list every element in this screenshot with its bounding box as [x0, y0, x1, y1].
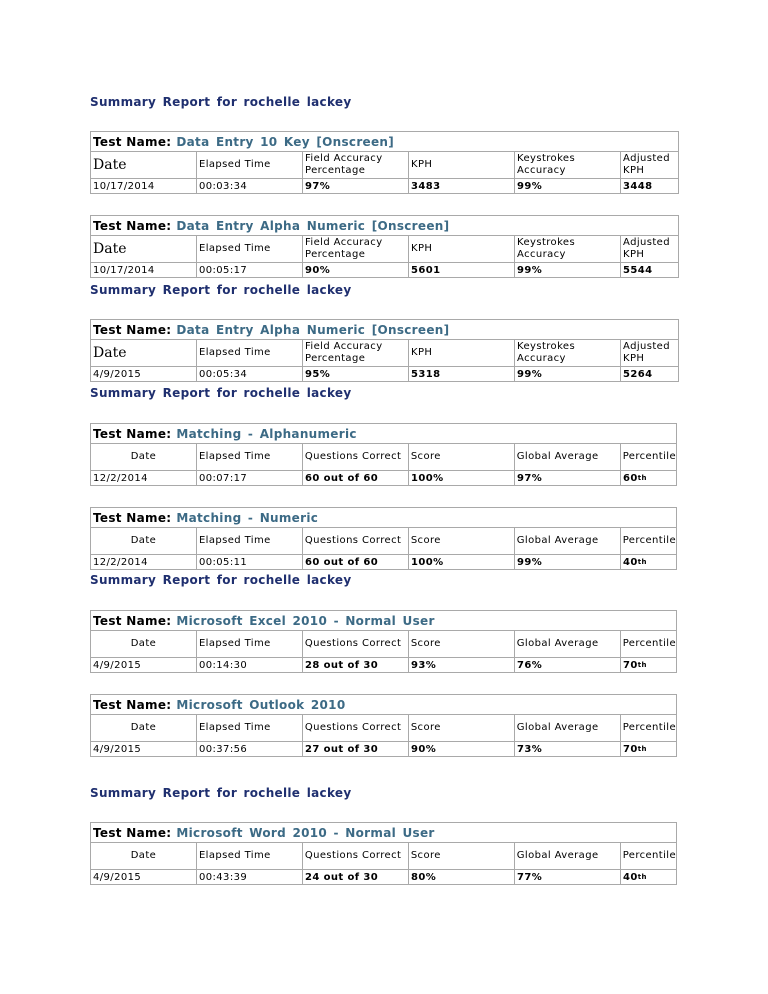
- cell-date: 4/9/2015: [91, 870, 197, 884]
- col-kph: KPH: [409, 340, 515, 366]
- col-score: Score: [409, 715, 515, 741]
- col-global-average: Global Average: [515, 715, 621, 741]
- test-header: [91, 611, 676, 631]
- col-percentile: Percentile: [622, 535, 677, 546]
- percentile-value: 40: [623, 556, 638, 568]
- col-global-average: Global Average: [515, 631, 621, 657]
- col-questions-correct: Questions Correct: [303, 528, 409, 554]
- cell-percentile: 60 th: [623, 472, 647, 484]
- test-name-label: Test Name:: [93, 825, 172, 840]
- col-elapsed-time: Elapsed Time: [197, 528, 303, 554]
- test-table: [90, 319, 679, 382]
- percentile-value: 70: [623, 659, 638, 671]
- cell-score: 100%: [409, 555, 515, 569]
- cell-kph: 5601: [409, 263, 515, 277]
- test-header: [91, 132, 678, 152]
- test-table: [90, 215, 679, 278]
- col-adjusted-kph: Adjusted KPH: [623, 153, 670, 176]
- test-table: [90, 423, 677, 486]
- cell-percentile: 40 th: [623, 556, 647, 568]
- cell-global-average: 76%: [515, 658, 621, 672]
- column-header-row: [91, 444, 676, 471]
- cell-keystrokes-accuracy: 99%: [515, 179, 621, 193]
- test-table: [90, 507, 677, 570]
- col-elapsed-time: Elapsed Time: [197, 631, 303, 657]
- test-header: [91, 216, 678, 236]
- col-percentile: Percentile: [622, 850, 677, 861]
- cell-elapsed-time: 00:03:34: [197, 179, 303, 193]
- summary-title: Summary Report for rochelle lackey: [90, 573, 352, 587]
- col-score: Score: [409, 843, 515, 869]
- cell-elapsed-time: 00:05:17: [197, 263, 303, 277]
- test-name: Microsoft Excel 2010 - Normal User: [176, 613, 435, 628]
- test-name: Data Entry 10 Key [Onscreen]: [176, 134, 395, 149]
- percentile-value: 60: [623, 472, 638, 484]
- col-questions-correct: Questions Correct: [303, 843, 409, 869]
- summary-title: Summary Report for rochelle lackey: [90, 786, 352, 800]
- table-row: [91, 870, 676, 884]
- cell-date: 4/9/2015: [91, 658, 197, 672]
- col-elapsed-time: Elapsed Time: [197, 236, 303, 262]
- cell-elapsed-time: 00:37:56: [197, 742, 303, 756]
- col-adjusted-kph: Adjusted KPH: [623, 341, 670, 364]
- test-name-label: Test Name:: [93, 218, 172, 233]
- col-questions-correct: Questions Correct: [303, 444, 409, 470]
- summary-title: Summary Report for rochelle lackey: [90, 95, 352, 109]
- cell-elapsed-time: 00:43:39: [197, 870, 303, 884]
- percentile-value: 70: [623, 743, 638, 755]
- test-name-label: Test Name:: [93, 322, 172, 337]
- table-row: [91, 471, 676, 485]
- test-table: [90, 822, 677, 885]
- table-row: [91, 555, 676, 569]
- table-row: [91, 367, 678, 381]
- cell-date: 4/9/2015: [91, 367, 197, 381]
- col-elapsed-time: Elapsed Time: [197, 340, 303, 366]
- table-row: [91, 742, 676, 756]
- cell-date: 12/2/2014: [91, 555, 197, 569]
- cell-keystrokes-accuracy: 99%: [515, 263, 621, 277]
- summary-title: Summary Report for rochelle lackey: [90, 283, 352, 297]
- test-header: [91, 424, 676, 444]
- col-kph: KPH: [409, 236, 515, 262]
- test-name-label: Test Name:: [93, 613, 172, 628]
- cell-global-average: 99%: [515, 555, 621, 569]
- test-name: Matching - Alphanumeric: [176, 426, 357, 441]
- col-field-accuracy: Field Accuracy Percentage: [303, 340, 409, 366]
- cell-adjusted-kph: 5264: [623, 368, 653, 380]
- test-header: [91, 320, 678, 340]
- cell-questions-correct: 27 out of 30: [303, 742, 409, 756]
- cell-adjusted-kph: 3448: [623, 180, 653, 192]
- col-global-average: Global Average: [515, 843, 621, 869]
- cell-percentile: 40 th: [623, 871, 647, 883]
- test-name: Microsoft Word 2010 - Normal User: [176, 825, 435, 840]
- column-header-row: [91, 340, 678, 367]
- col-date: Date: [91, 631, 197, 657]
- column-header-row: [91, 843, 676, 870]
- test-table: [90, 610, 677, 673]
- cell-adjusted-kph: 5544: [623, 264, 653, 276]
- col-adjusted-kph: Adjusted KPH: [623, 237, 670, 260]
- cell-questions-correct: 60 out of 60: [303, 471, 409, 485]
- test-table: [90, 694, 677, 757]
- col-elapsed-time: Elapsed Time: [197, 715, 303, 741]
- col-percentile: Percentile: [622, 451, 677, 462]
- col-date: Date: [91, 152, 197, 178]
- table-row: [91, 658, 676, 672]
- cell-date: 4/9/2015: [91, 742, 197, 756]
- col-score: Score: [409, 631, 515, 657]
- table-row: [91, 179, 678, 193]
- col-elapsed-time: Elapsed Time: [197, 444, 303, 470]
- cell-keystrokes-accuracy: 99%: [515, 367, 621, 381]
- col-kph: KPH: [409, 152, 515, 178]
- column-header-row: [91, 528, 676, 555]
- column-header-row: [91, 631, 676, 658]
- col-global-average: Global Average: [515, 528, 621, 554]
- cell-elapsed-time: 00:07:17: [197, 471, 303, 485]
- col-questions-correct: Questions Correct: [303, 715, 409, 741]
- cell-percentile: 70 th: [623, 743, 647, 755]
- column-header-row: [91, 236, 678, 263]
- cell-questions-correct: 24 out of 30: [303, 870, 409, 884]
- cell-questions-correct: 28 out of 30: [303, 658, 409, 672]
- cell-score: 90%: [409, 742, 515, 756]
- column-header-row: [91, 152, 678, 179]
- cell-date: 12/2/2014: [91, 471, 197, 485]
- col-elapsed-time: Elapsed Time: [197, 843, 303, 869]
- test-header: [91, 823, 676, 843]
- col-score: Score: [409, 528, 515, 554]
- cell-date: 10/17/2014: [91, 179, 197, 193]
- cell-percentile: 70 th: [623, 659, 647, 671]
- test-name-label: Test Name:: [93, 510, 172, 525]
- col-date: Date: [91, 715, 197, 741]
- cell-field-accuracy: 97%: [303, 179, 409, 193]
- cell-global-average: 73%: [515, 742, 621, 756]
- col-keystrokes-accuracy: Keystrokes Accuracy: [515, 236, 621, 262]
- cell-field-accuracy: 95%: [303, 367, 409, 381]
- col-date: Date: [91, 528, 197, 554]
- test-name: Matching - Numeric: [176, 510, 319, 525]
- col-keystrokes-accuracy: Keystrokes Accuracy: [515, 152, 621, 178]
- cell-global-average: 77%: [515, 870, 621, 884]
- cell-date: 10/17/2014: [91, 263, 197, 277]
- cell-kph: 3483: [409, 179, 515, 193]
- percentile-value: 40: [623, 871, 638, 883]
- test-table: [90, 131, 679, 194]
- cell-questions-correct: 60 out of 60: [303, 555, 409, 569]
- col-field-accuracy: Field Accuracy Percentage: [303, 236, 409, 262]
- test-name-label: Test Name:: [93, 697, 172, 712]
- cell-kph: 5318: [409, 367, 515, 381]
- test-header: [91, 508, 676, 528]
- col-global-average: Global Average: [515, 444, 621, 470]
- cell-global-average: 97%: [515, 471, 621, 485]
- column-header-row: [91, 715, 676, 742]
- cell-field-accuracy: 90%: [303, 263, 409, 277]
- test-name: Microsoft Outlook 2010: [176, 697, 346, 712]
- cell-score: 100%: [409, 471, 515, 485]
- cell-score: 80%: [409, 870, 515, 884]
- test-name-label: Test Name:: [93, 134, 172, 149]
- summary-title: Summary Report for rochelle lackey: [90, 386, 352, 400]
- cell-elapsed-time: 00:05:11: [197, 555, 303, 569]
- cell-elapsed-time: 00:14:30: [197, 658, 303, 672]
- col-keystrokes-accuracy: Keystrokes Accuracy: [515, 340, 621, 366]
- cell-elapsed-time: 00:05:34: [197, 367, 303, 381]
- col-field-accuracy: Field Accuracy Percentage: [303, 152, 409, 178]
- col-date: Date: [91, 236, 197, 262]
- col-score: Score: [409, 444, 515, 470]
- test-name-label: Test Name:: [93, 426, 172, 441]
- table-row: [91, 263, 678, 277]
- test-name: Data Entry Alpha Numeric [Onscreen]: [176, 218, 450, 233]
- col-date: Date: [91, 843, 197, 869]
- cell-score: 93%: [409, 658, 515, 672]
- col-date: Date: [91, 340, 197, 366]
- test-header: [91, 695, 676, 715]
- col-questions-correct: Questions Correct: [303, 631, 409, 657]
- col-percentile: Percentile: [622, 722, 677, 733]
- col-elapsed-time: Elapsed Time: [197, 152, 303, 178]
- col-percentile: Percentile: [622, 638, 677, 649]
- test-name: Data Entry Alpha Numeric [Onscreen]: [176, 322, 450, 337]
- col-date: Date: [91, 444, 197, 470]
